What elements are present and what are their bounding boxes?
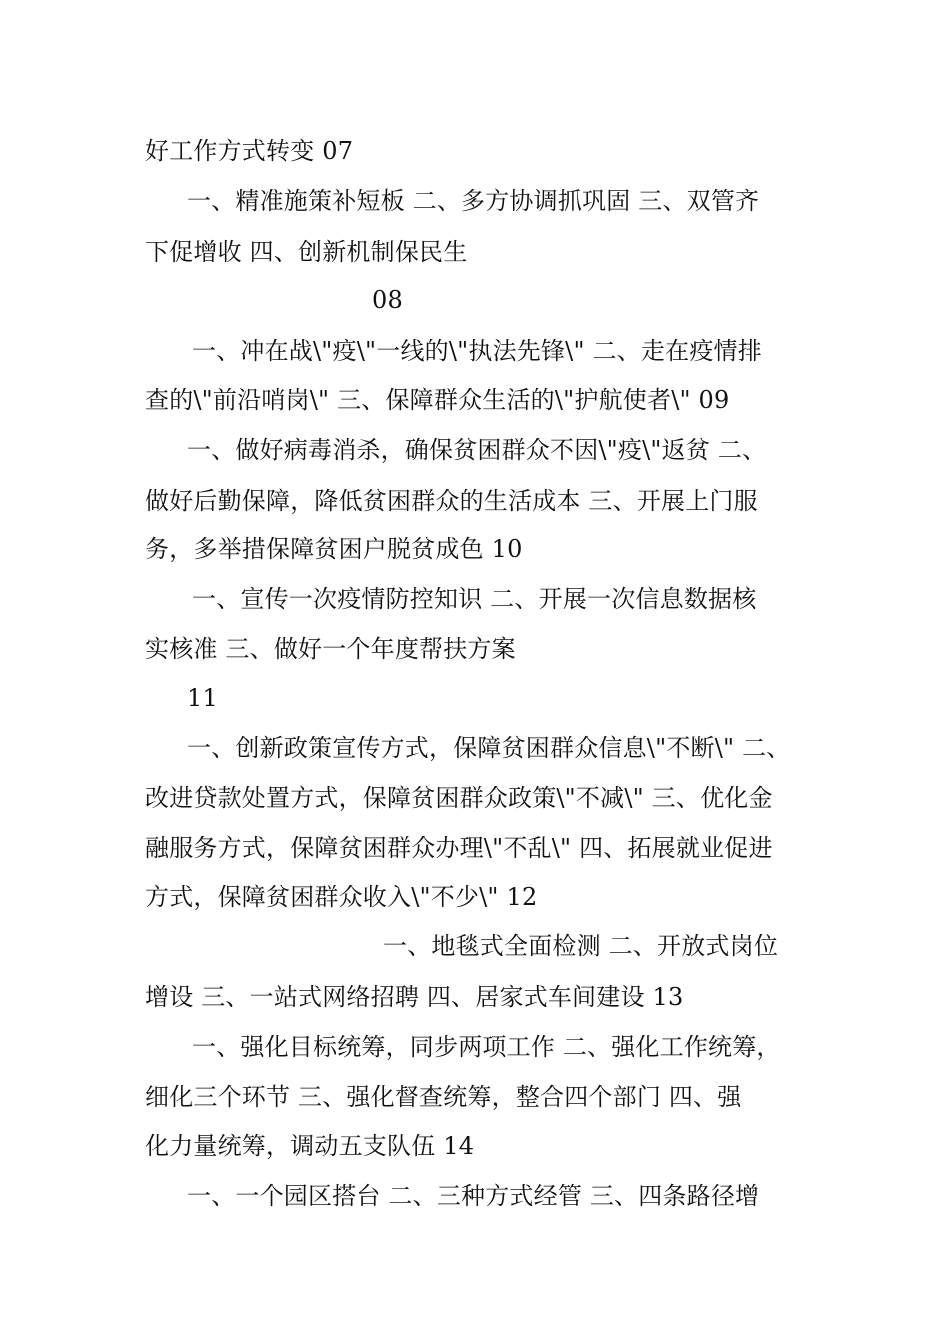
text-line: 化力量统筹，调动五支队伍 14: [145, 1132, 475, 1160]
text-line: 增设 三、一站式网络招聘 四、居家式车间建设 13: [145, 983, 684, 1011]
text-line: 方式，保障贫困群众收入\"不少\" 12: [145, 883, 538, 911]
text-line: 好工作方式转变 07: [145, 137, 354, 165]
text-line: 做好后勤保障，降低贫困群众的生活成本 三、开展上门服: [145, 487, 758, 515]
text-line: 一、宣传一次疫情防控知识 二、开展一次信息数据核: [192, 585, 757, 613]
text-line: 实核准 三、做好一个年度帮扶方案: [145, 635, 516, 663]
text-line: 一、冲在战\"疫\"一线的\"执法先锋\" 二、走在疫情排: [192, 337, 762, 365]
text-line: 查的\"前沿哨岗\" 三、保障群众生活的\"护航使者\" 09: [145, 386, 730, 414]
text-line: 一、地毯式全面检测 二、开放式岗位: [383, 932, 779, 960]
text-line: 融服务方式，保障贫困群众办理\"不乱\" 四、拓展就业促进: [145, 834, 773, 862]
page-number: 11: [187, 684, 218, 712]
text-line: 改进贷款处置方式，保障贫困群众政策\"不减\" 三、优化金: [145, 784, 773, 812]
text-line: 一、一个园区搭台 二、三种方式经管 三、四条路径增: [187, 1182, 760, 1210]
page-number: 08: [372, 286, 403, 314]
text-line: 细化三个环节 三、强化督查统筹，整合四个部门 四、强: [145, 1083, 742, 1111]
text-line: 务，多举措保障贫困户脱贫成色 10: [145, 535, 523, 563]
text-line: 一、做好病毒消杀，确保贫困群众不因\"疫\"返贫 二、: [187, 436, 767, 464]
text-line: 下促增收 四、创新机制保民生: [145, 238, 468, 266]
text-line: 一、创新政策宣传方式，保障贫困群众信息\"不断\" 二、: [187, 734, 791, 762]
text-line: 一、精准施策补短板 二、多方协调抓巩固 三、双管齐: [187, 187, 760, 215]
text-line: 一、强化目标统筹，同步两项工作 二、强化工作统筹，: [192, 1033, 781, 1061]
